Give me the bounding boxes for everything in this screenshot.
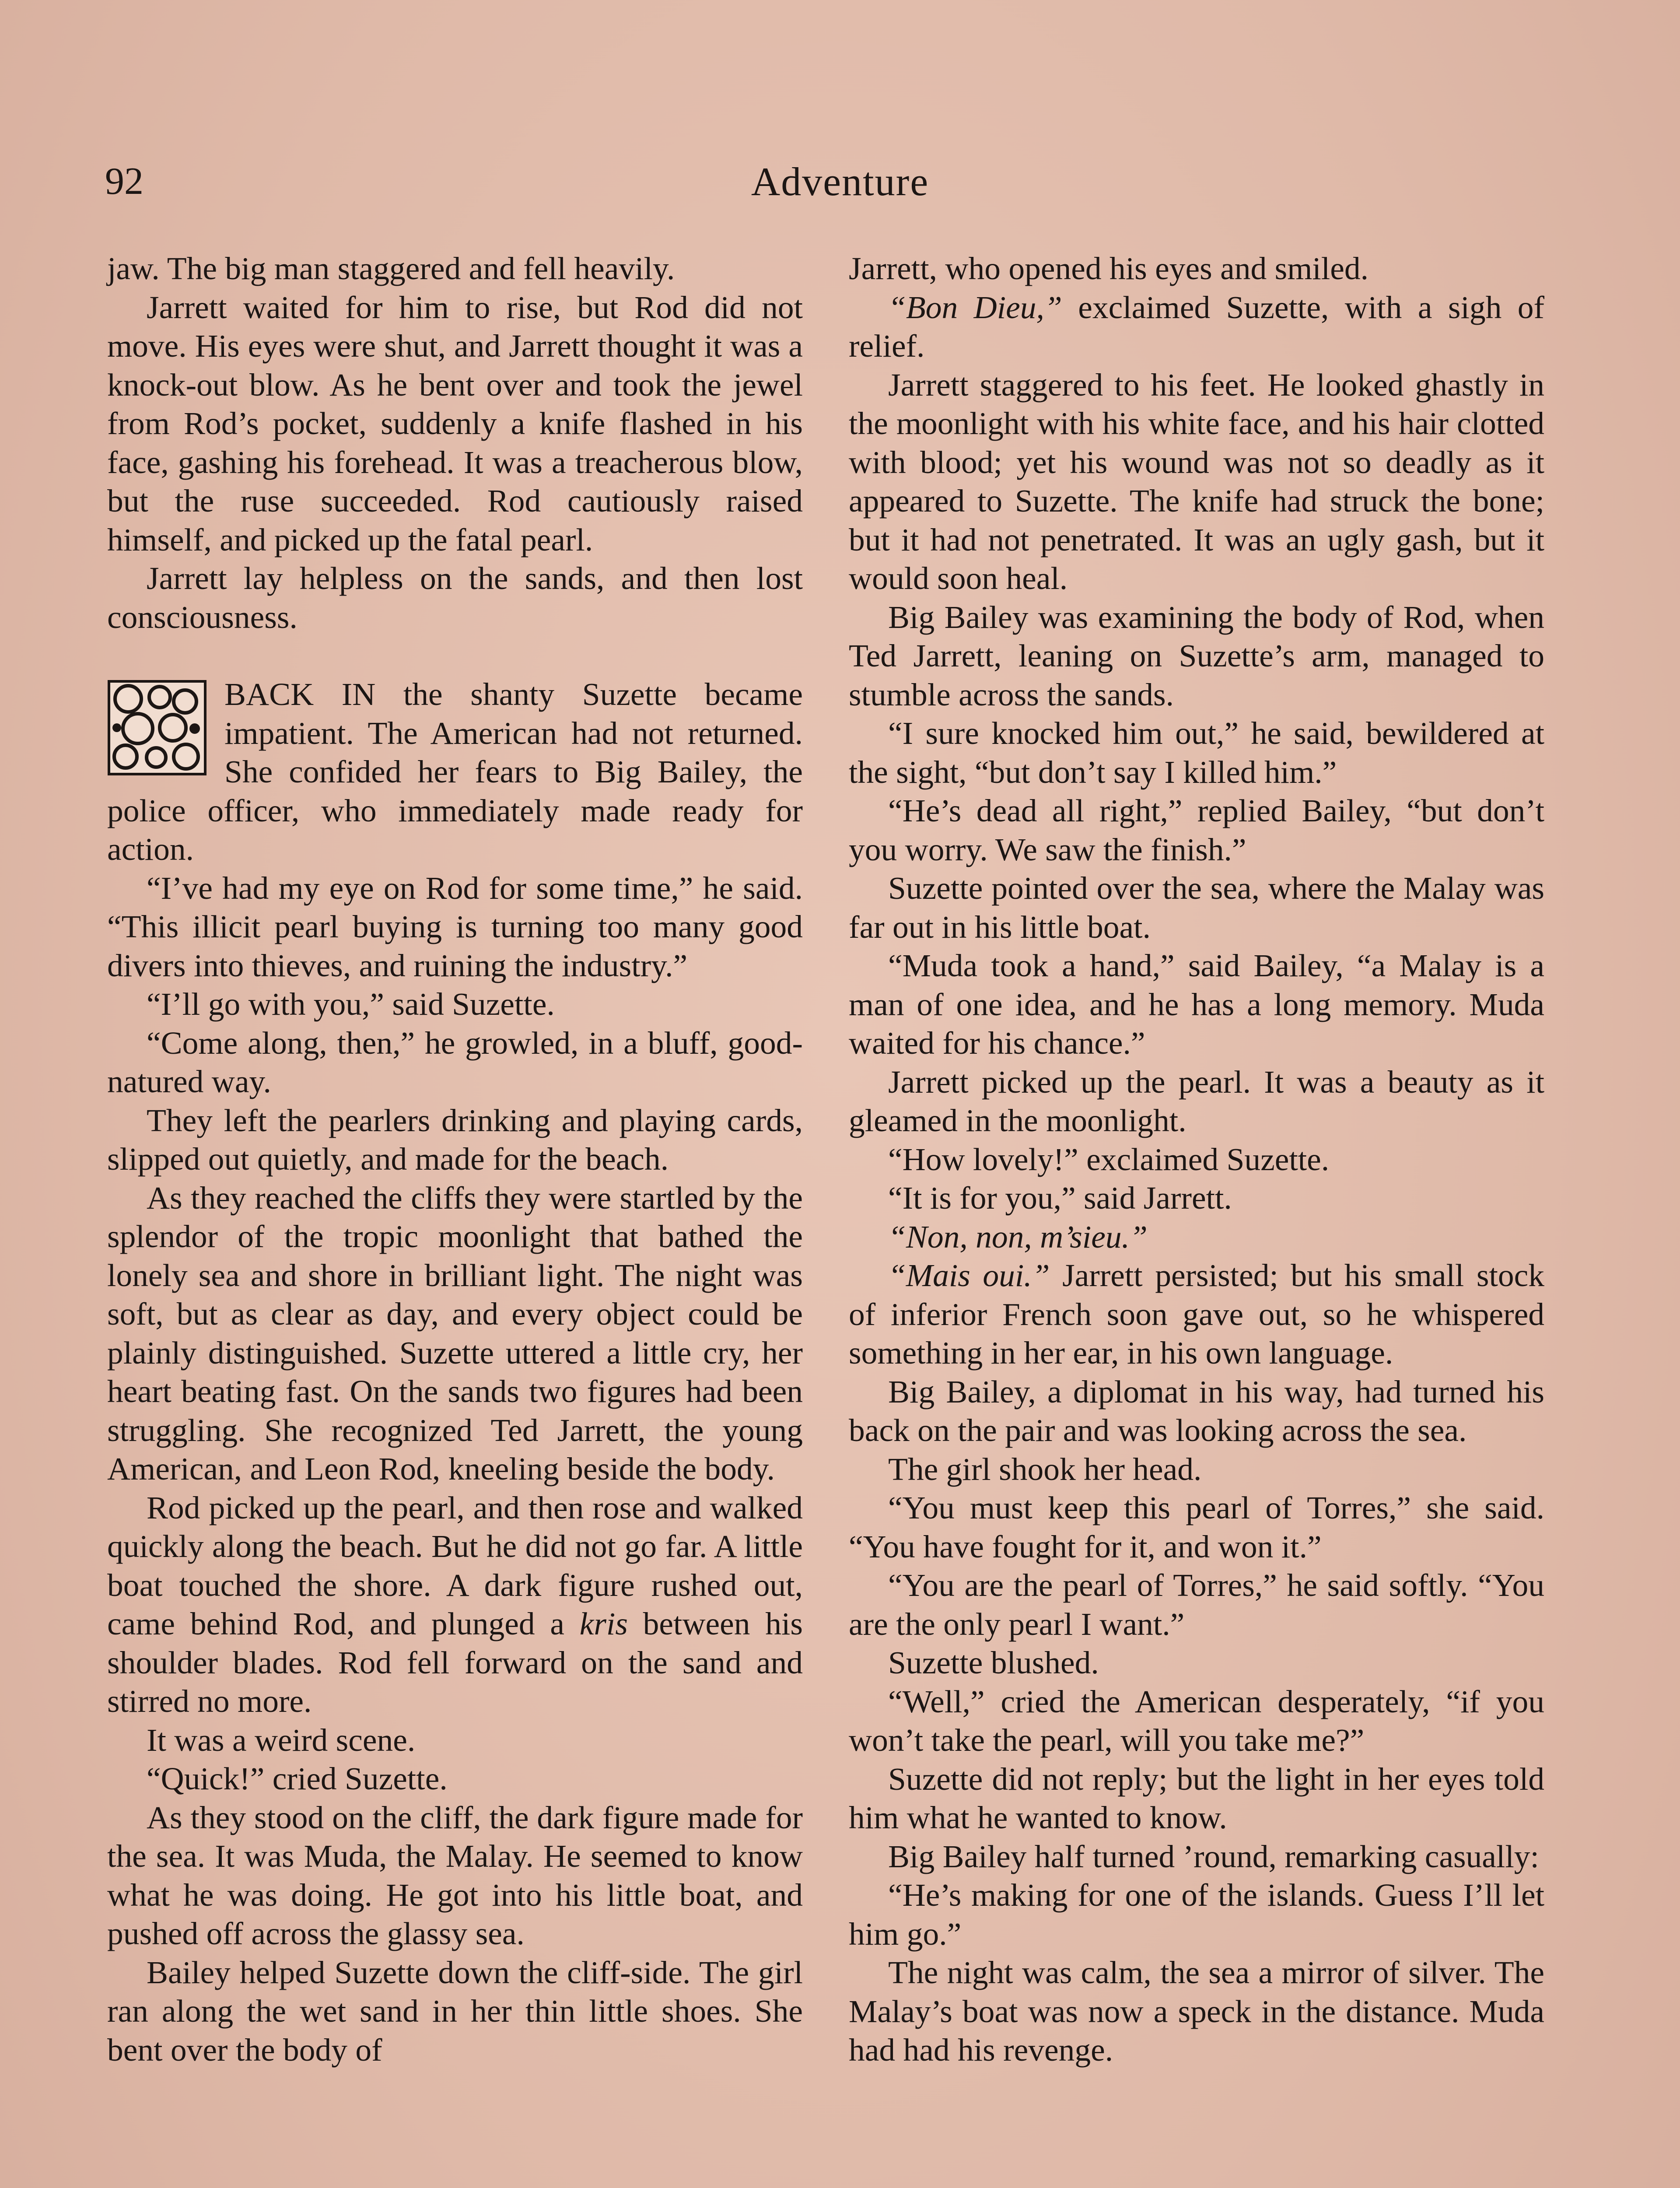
paragraph: Jarrett staggered to his feet. He looked ghastly in the moonlight with his white face, and his hair clotted with blood; yet his wound was not so deadly as it appeared to Suzette. The knife had struck the bone; but it had not penetrated. It was an ugly gash, but it would soon heal. [849,367,1544,596]
paragraph [107,1489,803,1721]
paragraph: “He’s dead all right,” replied Bailey, “but don’t you worry. We saw the finish.” [849,793,1544,867]
paragraph: “He’s making for one of the islands. Guess I’ll let him go.” [849,1877,1544,1952]
paragraph: As they reached the cliffs they were startled by the splendor of the tropic moonlight that bathed the lonely sea and shore in brilliant light. The night was soft, but as clear as day, and every object could be plainly distinguished. Suzette uttered a little cry, her heart beating fast. On the sands two figures had been struggling. She recognized Ted Jarrett, the young American, and Leon Rod, kneeling beside the body. [107,1180,803,1487]
text-run: Jarrett persisted; but his small stock of inferior French soon gave out, so he whispered something in her ear, in his own language. [849,1258,1544,1371]
paragraph: It was a weird scene. [147,1722,416,1758]
paragraph: Jarrett, who opened his eyes and smiled. [849,251,1368,286]
paragraph: Big Bailey, a diplomat in his way, had turned his back on the pair and was looking across the sea. [849,1374,1544,1448]
paragraph [849,1256,1544,1373]
paragraph: Jarrett picked up the pearl. It was a beauty as it gleamed in the moonlight. [849,1064,1544,1138]
paragraph: “Come along, then,” he growled, in a bluff, good-natured way. [107,1025,803,1099]
paragraph: Suzette did not reply; but the light in her eyes told him what he wanted to know. [849,1761,1544,1835]
paragraph: The girl shook her head. [888,1451,1202,1487]
paragraph: Big Bailey was examining the body of Rod, when Ted Jarrett, leaning on Suzette’s arm, managed to stumble across the sands. [849,599,1544,712]
paragraph [849,288,1544,366]
paragraph [849,1218,1544,1257]
page-number: 92 [105,160,144,203]
paragraph: As they stood on the cliff, the dark figure made for the sea. It was Muda, the Malay. He seemed to know what he was doing. He got into his little boat, and pushed off across the glassy sea. [107,1799,803,1951]
italic-phrase: “Bon Dieu,” [888,289,1062,325]
paragraph: “Well,” cried the American desperately, “if you won’t take the pearl, will you take me?” [849,1683,1544,1758]
ornamental-drop-cap-icon [107,680,207,776]
paragraph: “You are the pearl of Torres,” he said softly. “You are the only pearl I want.” [849,1567,1544,1642]
text-run: exclaimed Suzette, with a sigh of relief. [849,289,1544,364]
right-column [849,249,1544,2070]
left-column [107,249,803,2069]
paragraph: “It is for you,” said Jarrett. [888,1180,1232,1216]
paragraph: Suzette pointed over the sea, where the Malay was far out in his little boat. [849,870,1544,945]
italic-word: kris [579,1606,628,1641]
paragraph: “I sure knocked him out,” he said, bewildered at the sight, “but don’t say I killed him.” [849,715,1544,790]
paragraph: “Muda took a hand,” said Bailey, “a Malay is a man of one idea, and he has a long memory. Muda waited for his chance.” [849,948,1544,1061]
paragraph-text: BACK IN the shanty Suzette became impatient. The American had not returned. She confided her fears to Big Bailey, the police officer, who immediately made ready for action. [107,677,803,867]
paragraph: “I’ll go with you,” said Suzette. [147,986,555,1022]
running-title: Adventure [751,159,929,204]
paragraph: Bailey helped Suzette down the cliff-side. The girl ran along the wet sand in her thin little shoes. She bent over the body of [107,1954,803,2068]
italic-phrase: “Non, non, m’sieu.” [888,1219,1148,1255]
paragraph: jaw. The big man staggered and fell heavily. [107,251,675,286]
paragraph: “Quick!” cried Suzette. [147,1761,448,1796]
italic-phrase: “Mais oui.” [888,1258,1050,1293]
page-header [105,155,1575,208]
paragraph: “How lovely!” exclaimed Suzette. [888,1141,1330,1177]
paragraph: Big Bailey half turned ’round, remarking casually: [888,1838,1539,1874]
paragraph: “I’ve had my eye on Rod for some time,” he said. “This illicit pearl buying is turning too many good divers into thieves, and ruining the industry.” [107,870,803,983]
text-run: between his shoulder blades. Rod fell forward on the sand and stirred no more. [107,1606,803,1719]
paragraph-with-dropcap [107,675,803,869]
paragraph: The night was calm, the sea a mirror of silver. The Malay’s boat was now a speck in the distance. Muda had had his revenge. [849,1955,1544,2068]
paragraph: Jarrett lay helpless on the sands, and then lost consciousness. [107,561,803,635]
paragraph: Jarrett waited for him to rise, but Rod did not move. His eyes were shut, and Jarrett thought it was a knock-out blow. As he bent over and took the jewel from Rod’s pocket, suddenly a knife flashed in his face, gashing his forehead. It was a treacherous blow, but the ruse succeeded. Rod cautiously raised himself, and picked up the fatal pearl. [107,289,803,558]
text-run: Rod picked up the pearl, and then rose and walked quickly along the beach. But he did not go far. A little boat touched the shore. A dark figure rushed out, came behind Rod, and plunged a [107,1490,803,1641]
paragraph: Suzette blushed. [888,1645,1099,1680]
paragraph: “You must keep this pearl of Torres,” she said. “You have fought for it, and won it.” [849,1490,1544,1564]
paragraph: They left the pearlers drinking and playing cards, slipped out quietly, and made for the beach. [107,1102,803,1177]
section-break [107,637,803,675]
